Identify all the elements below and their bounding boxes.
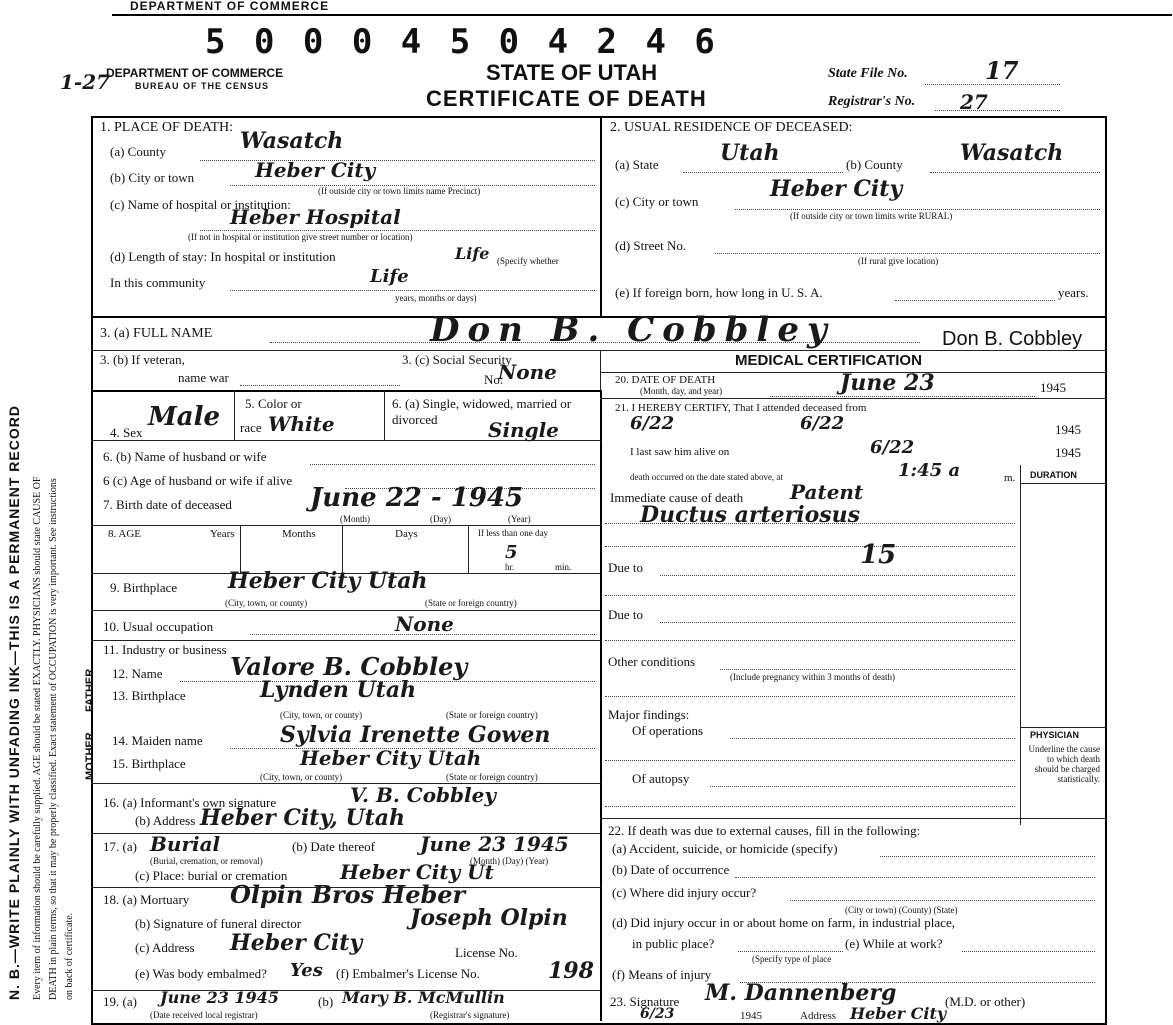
- attended-from: 6/22: [630, 413, 675, 434]
- side-line-1: Every item of information should be carefully supplied. AGE should be stated EXACTLY. PHYSICIANS should state CAUSE OF: [32, 476, 43, 1000]
- last-saw-label: I last saw him alive on: [630, 446, 730, 458]
- reg-sig-note: (Registrar's signature): [430, 1010, 510, 1020]
- year-a: 1945: [1055, 422, 1081, 437]
- year-b: 1945: [1055, 445, 1081, 460]
- sig-value: M. Dannenberg: [705, 980, 897, 1006]
- community-note: years, months or days): [395, 293, 477, 303]
- burial-place-value: Heber City Ut: [340, 860, 494, 884]
- medical-heading: MEDICAL CERTIFICATION: [735, 352, 922, 369]
- embalmer-label: (f) Embalmer's License No.: [336, 966, 480, 981]
- header-state: STATE OF UTAH: [486, 60, 658, 85]
- marital-label: 6. (a) Single, widowed, married or divorced: [392, 396, 572, 427]
- race-label: race: [240, 420, 262, 435]
- birth-value: June 22 - 1945: [310, 483, 524, 513]
- date-of-death-note: (Month, day, and year): [640, 386, 723, 396]
- sig-date: 6/23: [640, 1006, 675, 1022]
- embalmer-value: 198: [548, 958, 594, 984]
- birth-sub-month: (Month): [340, 514, 370, 524]
- birthplace-note-2: (State or foreign country): [425, 598, 517, 608]
- burial-place-label: (c) Place: burial or cremation: [135, 868, 288, 883]
- community-label: In this community: [110, 275, 206, 290]
- community-value: Life: [370, 266, 409, 287]
- typed-name: Don B. Cobbley: [942, 328, 1083, 350]
- hospital-note: (If not in hospital or institution give street number or location): [188, 232, 413, 242]
- city-value: Heber City: [255, 158, 376, 182]
- operations-label: Of operations: [632, 723, 704, 738]
- father-birth-note-2: (State or foreign country): [446, 710, 538, 720]
- mother-birth-value: Heber City Utah: [300, 746, 482, 770]
- stay-label: (d) Length of stay: In hospital or institution: [110, 249, 336, 264]
- immediate-value-2: Ductus arteriosus: [640, 502, 861, 528]
- director-address-value: Heber City: [230, 930, 363, 956]
- serial-number: 5 0 0 0 4 5 0 4 2 4 6: [205, 22, 719, 62]
- father-tag: FATHER: [84, 668, 96, 712]
- header-title: CERTIFICATE OF DEATH: [426, 86, 707, 111]
- address-label: (b) Address: [135, 813, 196, 828]
- birth-sub-day: (Day): [430, 514, 451, 524]
- duration-value: 15: [860, 540, 897, 570]
- burial-date-note: (Month) (Day) (Year): [470, 856, 549, 866]
- header-bureau: BUREAU OF THE CENSUS: [135, 81, 270, 91]
- ext-e-note: (Specify type of place: [752, 954, 832, 964]
- ext-b: (b) Date of occurrence: [612, 862, 730, 877]
- burial-note: (Burial, cremation, or removal): [150, 856, 263, 866]
- residence-heading: 2. USUAL RESIDENCE OF DECEASED:: [610, 120, 853, 135]
- mother-maiden-label: 14. Maiden name: [112, 733, 203, 748]
- res-county-label: (b) County: [846, 157, 903, 172]
- spouse-age-label: 6 (c) Age of husband or wife if alive: [103, 473, 293, 488]
- place-of-death-heading: 1. PLACE OF DEATH:: [100, 120, 234, 135]
- immediate-label: Immediate cause of death: [610, 490, 744, 505]
- margin-mark: 1-27: [60, 70, 111, 94]
- stay-note: (Specify whether: [497, 256, 559, 266]
- registrar-label: Registrar's No.: [828, 94, 916, 109]
- father-birth-label: 13. Birthplace: [112, 688, 186, 703]
- sex-label: 4. Sex: [110, 425, 143, 440]
- ext-c-note: (City or town) (County) (State): [845, 905, 958, 915]
- other-note: (Include pregnancy within 3 months of death): [730, 672, 895, 682]
- registrar-value: 27: [960, 90, 988, 114]
- res-county-value: Wasatch: [960, 140, 1064, 166]
- age-years: Years: [210, 528, 235, 540]
- father-birth-value: Lynden Utah: [260, 677, 417, 703]
- industry-label: 11. Industry or business: [103, 642, 227, 657]
- external-label: 22. If death was due to external causes, fill in the following:: [608, 823, 921, 838]
- physician-note: Underline the cause to which death should be charged statistically.: [1028, 744, 1100, 784]
- burial-date-label: (b) Date thereof: [292, 839, 376, 854]
- side-line-2: DEATH in plain terms, so that it may be properly classified. Exact statement of OCCUPATION is very important. See instructions: [48, 478, 59, 1000]
- ext-a: (a) Accident, suicide, or homicide (specify): [612, 841, 838, 856]
- age-min-unit: min.: [555, 562, 572, 572]
- full-name-value: Don B. Cobbley: [430, 310, 835, 350]
- last-saw-value: 6/22: [870, 437, 915, 458]
- time-unit: m.: [1004, 472, 1016, 484]
- birthplace-label: 9. Birthplace: [110, 580, 178, 595]
- due-to-1: Due to: [608, 560, 644, 575]
- age-label: 8. AGE: [108, 528, 141, 540]
- attended-to: 6/22: [800, 413, 845, 434]
- county-label: (a) County: [110, 144, 166, 159]
- time-value: 1:45 a: [898, 460, 961, 481]
- embalmed-value: Yes: [290, 960, 323, 981]
- marital-value: Single: [488, 418, 559, 442]
- res-city-note: (If outside city or town limits write RURAL): [790, 211, 953, 221]
- age-less-one-day: If less than one day: [478, 528, 548, 538]
- sig-label: 23. Signature: [610, 994, 680, 1009]
- reg-label: 19. (a): [103, 994, 137, 1009]
- birthplace-note-1: (City, town, or county): [225, 598, 308, 608]
- date-of-death-label: 20. DATE OF DEATH: [615, 374, 716, 386]
- burial-value: Burial: [150, 832, 221, 856]
- ssn-no: No.: [484, 372, 504, 387]
- reg-sig-label: (b): [318, 994, 334, 1009]
- ssn-label: 3. (c) Social Security: [402, 352, 512, 367]
- color-label: 5. Color or: [245, 396, 302, 411]
- occupation-label: 10. Usual occupation: [103, 619, 214, 634]
- ext-d: (d) Did injury occur in or about home on farm, in industrial place,: [612, 915, 955, 930]
- date-of-death-value: June 23: [840, 370, 935, 396]
- age-days: Days: [395, 528, 418, 540]
- state-file-label: State File No.: [828, 66, 908, 81]
- reg-sig-value: Mary B. McMullin: [342, 988, 505, 1007]
- sig-year: 1945: [740, 1010, 762, 1022]
- autopsy-label: Of autopsy: [632, 771, 690, 786]
- sig-address-label: Address: [800, 1010, 837, 1022]
- veteran-label: 3. (b) If veteran,: [100, 352, 185, 367]
- side-line-3: on back of certificate.: [64, 912, 75, 1000]
- informant-value: V. B. Cobbley: [350, 783, 496, 807]
- color-value: White: [268, 412, 335, 436]
- occupation-value: None: [395, 612, 454, 636]
- side-warning: N. B.—WRITE PLAINLY WITH UNFADING INK—THIS IS A PERMANENT RECORD: [6, 405, 22, 1000]
- reg-date-note: (Date received local registrar): [150, 1010, 258, 1020]
- ssn-value: None: [498, 360, 557, 384]
- director-value: Joseph Olpin: [410, 905, 568, 931]
- birth-sub-year: (Year): [508, 514, 531, 524]
- license-label: License No.: [455, 945, 518, 960]
- due-to-2: Due to: [608, 607, 644, 622]
- county-value: Wasatch: [240, 128, 344, 154]
- findings-label: Major findings:: [608, 707, 690, 722]
- foreign-years: years.: [1058, 285, 1089, 300]
- ext-f: (f) Means of injury: [612, 967, 712, 982]
- informant-label: 16. (a) Informant's own signature: [103, 795, 277, 810]
- ext-c: (c) Where did injury occur?: [612, 885, 757, 900]
- mortuary-label: 18. (a) Mortuary: [103, 892, 190, 907]
- certify-text: 21. I HEREBY CERTIFY, That I attended deceased from: [615, 402, 867, 414]
- mother-maiden-value: Sylvia Irenette Gowen: [280, 722, 551, 748]
- mother-birth-label: 15. Birthplace: [112, 756, 186, 771]
- age-hr-value: 5: [505, 542, 518, 563]
- reg-date-value: June 23 1945: [160, 988, 279, 1007]
- embalmed-label: (e) Was body embalmed?: [135, 966, 267, 981]
- sig-suffix: (M.D. or other): [945, 994, 1026, 1009]
- death-occurred: death occurred on the date stated above, at: [630, 472, 783, 482]
- res-city-value: Heber City: [770, 176, 903, 202]
- father-birth-note-1: (City, town, or county): [280, 710, 363, 720]
- father-name-label: 12. Name: [112, 666, 163, 681]
- street-note: (If rural give location): [858, 256, 939, 266]
- birth-label: 7. Birth date of deceased: [103, 497, 232, 512]
- state-file-value: 17: [985, 56, 1019, 85]
- hospital-value: Heber Hospital: [230, 205, 401, 229]
- hospital-label: (c) Name of hospital or institution:: [110, 197, 291, 212]
- sig-address-value: Heber City: [850, 1004, 947, 1023]
- mother-birth-note-2: (State or foreign country): [446, 772, 538, 782]
- father-name-value: Valore B. Cobbley: [230, 652, 468, 681]
- stay-value: Life: [455, 244, 490, 263]
- director-address-label: (c) Address: [135, 940, 195, 955]
- mother-tag: MOTHER: [84, 732, 96, 780]
- header-dept: DEPARTMENT OF COMMERCE: [106, 66, 284, 80]
- address-value: Heber City, Utah: [200, 805, 406, 831]
- age-hr-unit: hr.: [505, 562, 515, 572]
- city-note: (If outside city or town limits name Precinct): [318, 186, 481, 196]
- street-label: (d) Street No.: [615, 238, 687, 253]
- top-banner-text: DEPARTMENT OF COMMERCE: [130, 0, 330, 13]
- top-banner: [112, 2, 1172, 16]
- burial-date-value: June 23 1945: [420, 832, 569, 856]
- ext-d2: in public place?: [632, 936, 715, 951]
- ext-e: (e) While at work?: [845, 936, 943, 951]
- immediate-value: Patent: [790, 480, 864, 504]
- spouse-label: 6. (b) Name of husband or wife: [103, 449, 267, 464]
- duration-label: DURATION: [1030, 470, 1077, 480]
- foreign-label: (e) If foreign born, how long in U. S. A.: [615, 285, 823, 300]
- full-name-label: 3. (a) FULL NAME: [100, 326, 213, 341]
- city-label: (b) City or town: [110, 170, 195, 185]
- mortuary-value: Olpin Bros Heber: [230, 880, 466, 909]
- physician-box-label: PHYSICIAN: [1030, 730, 1080, 740]
- age-months: Months: [282, 528, 316, 540]
- other-label: Other conditions: [608, 654, 696, 669]
- res-state-label: (a) State: [615, 157, 659, 172]
- res-city-label: (c) City or town: [615, 194, 699, 209]
- date-of-death-year: 1945: [1040, 380, 1066, 395]
- director-label: (b) Signature of funeral director: [135, 916, 302, 931]
- burial-label: 17. (a): [103, 839, 137, 854]
- mother-birth-note-1: (City, town, or county): [260, 772, 343, 782]
- birthplace-value: Heber City Utah: [228, 568, 428, 594]
- sex-value: Male: [148, 402, 221, 432]
- veteran-sub: name war: [178, 370, 229, 385]
- res-state-value: Utah: [720, 140, 780, 166]
